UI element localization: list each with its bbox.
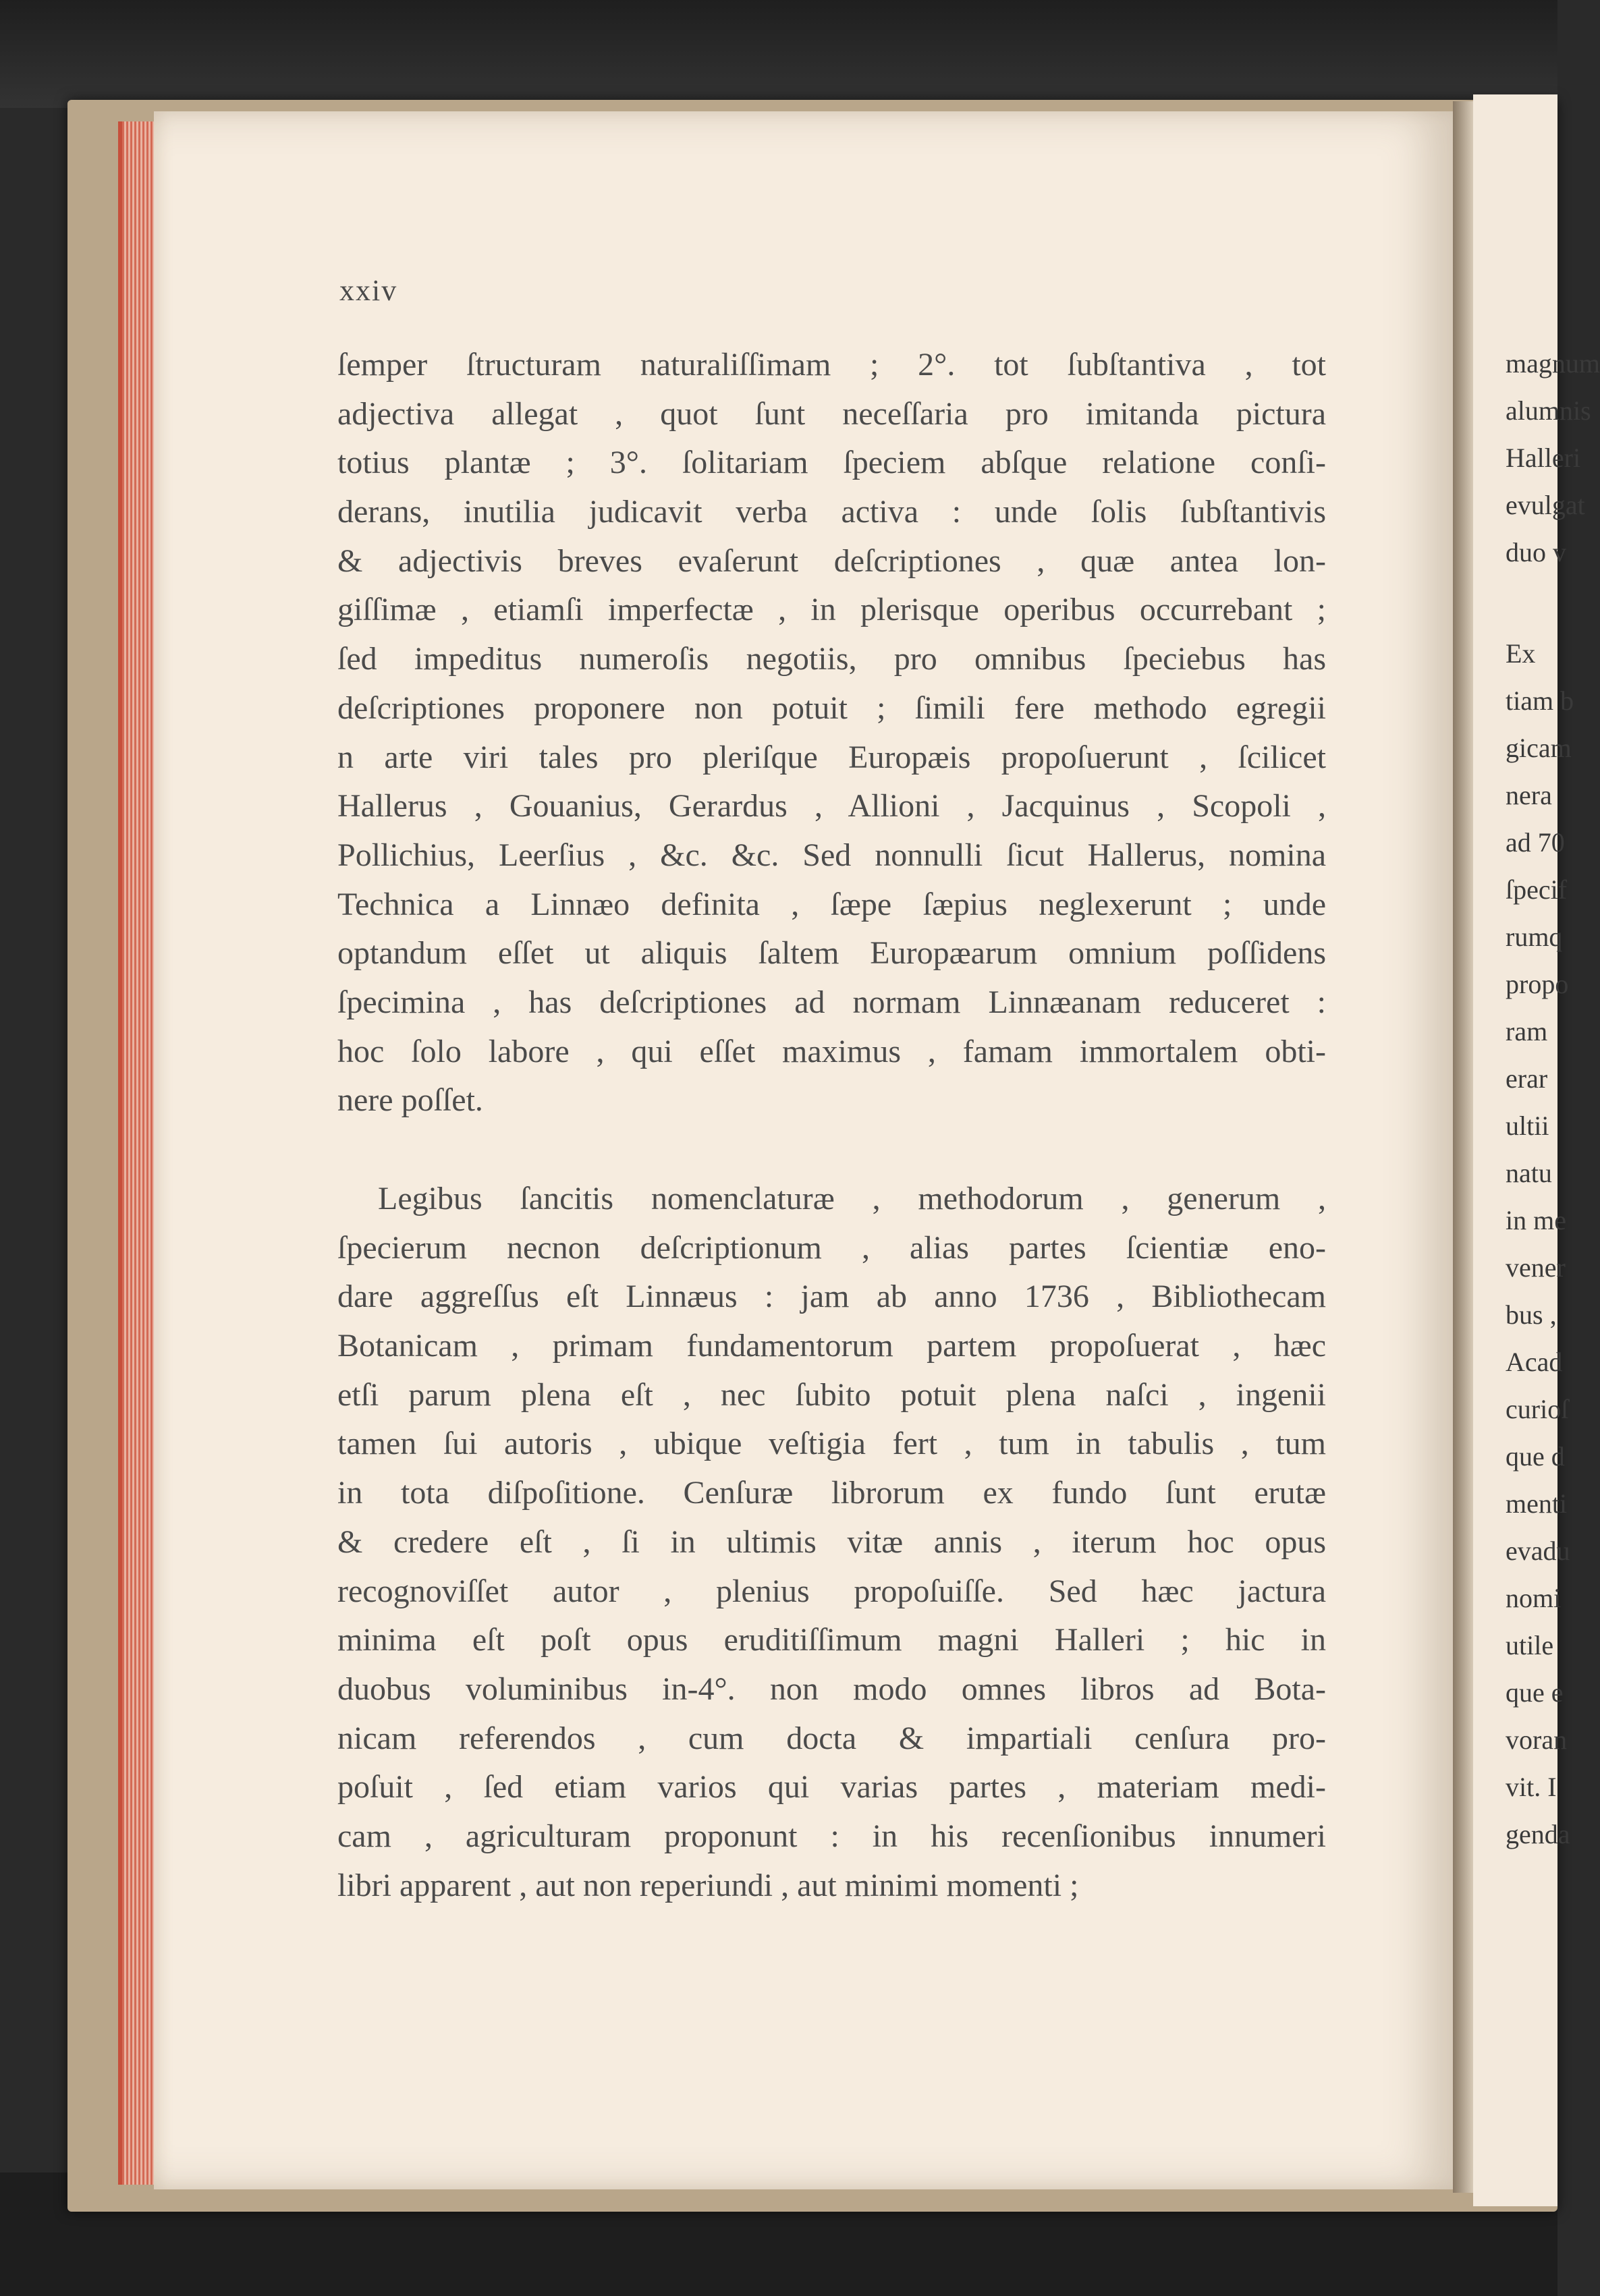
facing-page-line: propo (1506, 969, 1569, 999)
text-line: ſpecierum necnon deſcriptionum , alias partes ſcientiæ eno- (337, 1229, 1326, 1266)
facing-page-line: ſpecif (1506, 874, 1568, 905)
facing-page-line: gicam (1506, 733, 1572, 763)
facing-page-line: utile (1506, 1630, 1554, 1660)
text-line: ſemper ſtructuram naturaliſſimam ; 2°. tot ſubſtantiva , tot (337, 347, 1326, 383)
facing-page-line: bus , (1506, 1299, 1557, 1330)
text-line: nere poſſet. (337, 1082, 483, 1119)
facing-page-line: duo v (1506, 537, 1566, 567)
paragraph-gap (337, 1125, 1326, 1175)
text-line: & adjectivis breves evaſerunt deſcriptiones , quæ antea lon- (337, 542, 1326, 579)
text-line: Technica a Linnæo definita , ſæpe ſæpius neglexerunt ; unde (337, 886, 1326, 922)
facing-page-line: vit. I (1506, 1772, 1557, 1802)
text-line: minima eſt poſt opus eruditiſſimum magni Halleri ; hic in (337, 1622, 1326, 1658)
facing-page-line: ad 70 (1506, 827, 1565, 858)
facing-page-line: que e (1506, 1677, 1564, 1708)
text-line: adjectiva allegat , quot ſunt neceſſaria pro imitanda pictura (337, 395, 1326, 432)
facing-page-line: alumnis (1506, 395, 1591, 426)
backdrop (0, 0, 1557, 108)
facing-page-line: que d (1506, 1441, 1565, 1472)
text-line: poſuit , ſed etiam varios qui varias partes , materiam medi- (337, 1769, 1326, 1805)
facing-page-line: Ex (1506, 638, 1536, 669)
text-line: in tota diſpoſitione. Cenſuræ librorum ex fundo ſunt erutæ (337, 1475, 1326, 1511)
facing-page-line: tiam b (1506, 685, 1574, 716)
text-line: nicam referendos , cum docta & impartiali cenſura pro- (337, 1720, 1326, 1756)
text-line: optandum eſſet ut aliquis ſaltem Europæarum omnium poſſidens (337, 935, 1326, 972)
facing-page-line: nera (1506, 780, 1552, 810)
facing-page-line: Halleri (1506, 443, 1581, 473)
text-line: & credere eſt , ſi in ultimis vitæ annis , iterum hoc opus (337, 1523, 1326, 1560)
facing-page-line: ultii (1506, 1111, 1549, 1141)
text-line: totius plantæ ; 3°. ſolitariam ſpeciem abſque relatione conſi- (337, 445, 1326, 481)
facing-page-line: in me (1506, 1205, 1566, 1235)
text-line: ſpecimina , has deſcriptiones ad normam Linnæanam reduceret : (337, 984, 1326, 1020)
text-line: dare aggreſſus eſt Linnæus : jam ab anno 1736 , Bibliothecam (337, 1279, 1326, 1315)
facing-page-line: Acad (1506, 1347, 1563, 1377)
text-line: Pollichius, Leerſius , &c. &c. Sed nonnulli ſicut Hallerus, nomina (337, 837, 1326, 873)
text-line: n arte viri tales pro pleriſque Europæis propoſuerunt , ſcilicet (337, 739, 1326, 775)
facing-page-line: menti (1506, 1488, 1568, 1519)
text-line: Botanicam , primam fundamentorum partem propoſuerat , hæc (337, 1328, 1326, 1364)
text-line: Hallerus , Gouanius, Gerardus , Allioni , Jacquinus , Scopoli , (337, 788, 1326, 824)
page-text (337, 341, 1326, 1910)
facing-page-line: ram (1506, 1016, 1548, 1046)
text-line: deſcriptiones proponere non potuit ; ſimili fere methodo egregii (337, 690, 1326, 726)
facing-page-line: evadu (1506, 1536, 1570, 1566)
text-line: tamen ſui autoris , ubique veſtigia fert , tum in tabulis , tum (337, 1426, 1326, 1462)
facing-page-line: vener (1506, 1252, 1566, 1283)
text-line: duobus voluminibus in-4°. non modo omnes libros ad Bota- (337, 1671, 1326, 1707)
text-line: etſi parum plena eſt , nec ſubito potuit plena naſci , ingenii (337, 1376, 1326, 1413)
text-line: hoc ſolo labore , qui eſſet maximus , famam immortalem obti- (337, 1033, 1326, 1069)
facing-page-line: curioſ (1506, 1394, 1569, 1424)
text-line: derans, inutilia judicavit verba activa : unde ſolis ſubſtantivis (337, 494, 1326, 530)
facing-page-line: nomi (1506, 1583, 1562, 1613)
facing-page-line: voran (1506, 1725, 1568, 1755)
facing-page-line: genda (1506, 1819, 1570, 1849)
text-line: libri apparent , aut non reperiundi , aut minimi momenti ; (337, 1867, 1079, 1903)
facing-page-line: evulgat (1506, 490, 1585, 520)
facing-page-line: erar (1506, 1063, 1548, 1094)
facing-page (1473, 94, 1600, 2206)
text-line: giſſimæ , etiamſi imperfectæ , in plerisque operibus occurrebant ; (337, 592, 1326, 628)
page-number: xxiv (339, 274, 398, 307)
facing-page-line: magnum (1506, 348, 1600, 379)
text-line: ſed impeditus numeroſis negotiis, pro omnibus ſpeciebus has (337, 641, 1326, 677)
text-line: Legibus ſancitis nomenclaturæ , methodorum , generum , (378, 1181, 1326, 1216)
facing-page-line: natu (1506, 1158, 1552, 1188)
book-gutter (1453, 101, 1473, 2193)
facing-page-line: rumq (1506, 922, 1563, 952)
text-line: recognoviſſet autor , plenius propoſuiſſe. Sed hæc jactura (337, 1573, 1326, 1609)
text-line: cam , agriculturam proponunt : in his recenſionibus innumeri (337, 1818, 1326, 1854)
